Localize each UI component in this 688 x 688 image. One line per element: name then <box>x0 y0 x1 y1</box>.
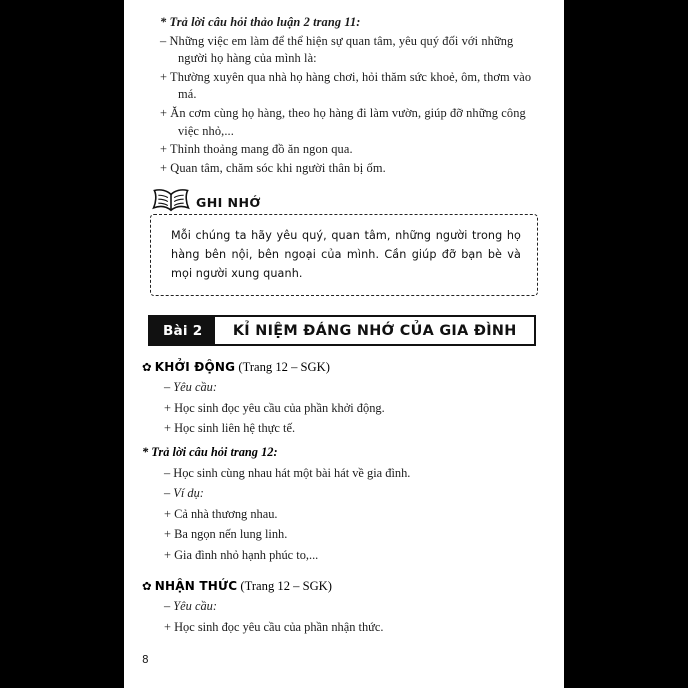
lesson-title: KỈ NIỆM ĐÁNG NHỚ CỦA GIA ĐÌNH <box>232 322 517 339</box>
discussion-line-2: + Thường xuyên qua nhà họ hàng chơi, hỏi thăm sức khoẻ, ôm, thơm vào má. <box>160 69 532 102</box>
khoi-dong-item-3: + Học sinh liên hệ thực tế. <box>164 421 296 436</box>
question-item-5: + Gia đình nhỏ hạnh phúc to,... <box>164 547 319 562</box>
section-nhan-thuc-name: NHẬN THỨC <box>154 579 238 594</box>
section-khoi-dong-name: KHỞI ĐỘNG <box>154 360 236 375</box>
section-nhan-thuc-header <box>142 577 542 596</box>
page-content <box>124 0 564 688</box>
discussion-line-5: + Quan tâm, chăm sóc khi người thân bị ốm. <box>160 160 386 175</box>
remember-box <box>150 214 538 296</box>
question-heading: * Trả lời câu hỏi trang 12: <box>142 444 278 459</box>
section-nhan-thuc-ref: (Trang 12 – SGK) <box>240 579 332 594</box>
remember-text: Mỗi chúng ta hãy yêu quý, quan tâm, những người trong họ hàng bên nội, bên ngoại của mình. Cần giúp đỡ bạn bè và mọi người xung quanh. <box>171 229 521 281</box>
nhan-thuc-item-1: – Yêu cầu: <box>164 599 217 614</box>
discussion-line-3: + Ăn cơm cùng họ hàng, theo họ hàng đi làm vườn, giúp đỡ những công việc nhỏ,... <box>160 105 526 138</box>
section-khoi-dong-ref: (Trang 12 – SGK) <box>238 360 330 375</box>
question-item-4: + Ba ngọn nến lung linh. <box>164 527 288 542</box>
remember-label: GHI NHỚ <box>196 195 261 211</box>
discussion-line-4: + Thỉnh thoảng mang đồ ăn ngon qua. <box>160 142 353 157</box>
flower-bullet-icon-2: ✿ <box>142 579 152 594</box>
document-page <box>124 0 564 688</box>
remember-header <box>142 188 542 212</box>
question-item-1: – Học sinh cùng nhau hát một bài hát về gia đình. <box>164 465 411 480</box>
nhan-thuc-item-2: + Học sinh đọc yêu cầu của phần nhận thức. <box>164 619 384 634</box>
khoi-dong-item-1: – Yêu cầu: <box>164 380 217 395</box>
flower-bullet-icon: ✿ <box>142 360 152 375</box>
lesson-title-bar <box>148 315 536 346</box>
question-item-3: + Cả nhà thương nhau. <box>164 506 278 521</box>
page-number: 8 <box>142 654 149 666</box>
discussion-heading: * Trả lời câu hỏi thảo luận 2 trang 11: <box>160 15 361 29</box>
open-book-icon <box>152 188 190 212</box>
discussion-answer-block <box>142 14 542 177</box>
section-khoi-dong-header <box>142 358 542 377</box>
lesson-badge: Bài 2 <box>150 317 215 344</box>
discussion-line-1: – Những việc em làm để thể hiện sự quan tâm, yêu quý đối với những người họ hàng của mình là: <box>160 33 514 66</box>
khoi-dong-item-2: + Học sinh đọc yêu cầu của phần khởi động. <box>164 400 385 415</box>
question-item-2: – Ví dụ: <box>164 486 204 501</box>
